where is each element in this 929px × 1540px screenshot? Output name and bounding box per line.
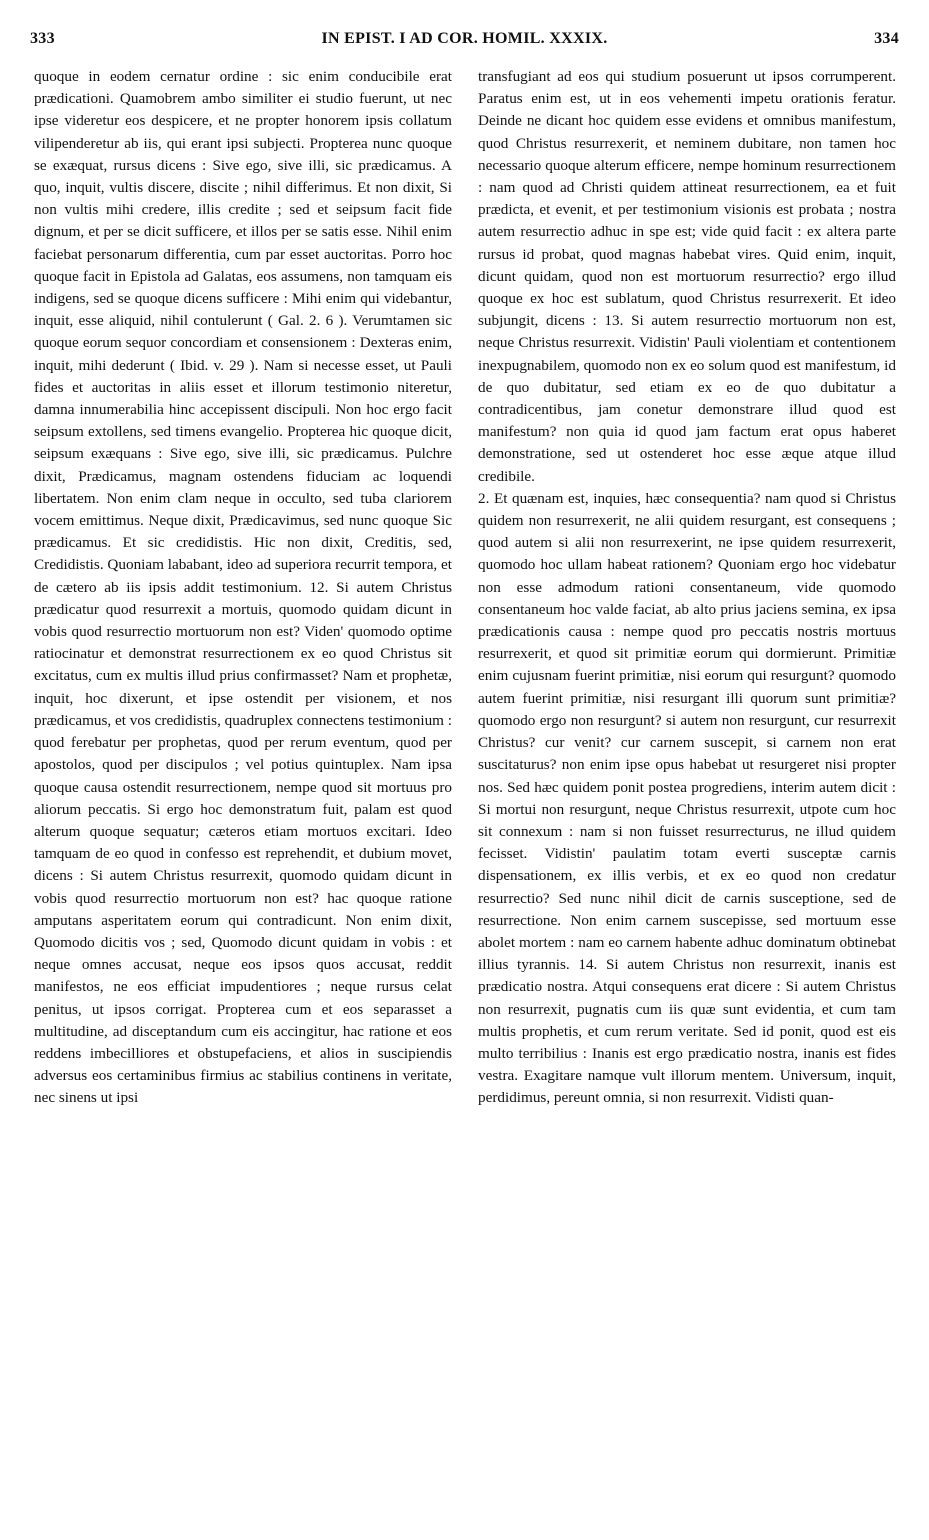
running-title: IN EPIST. I AD COR. HOMIL. XXXIX.: [321, 30, 608, 47]
left-column: [34, 66, 452, 1110]
right-column-paragraph-1: transfugiant ad eos qui studium posuerunt ut ipsos corrumperent. Paratus enim est, ut in eos vehementi impetu orationis feratur. Deinde ne dicant hoc quidem esse evidens et omnibus manifestum, quod Christus resurrexerit, et neminem dubitare, non tamen hoc necessario quoque alterum efficere, nempe hominum resurrectionem : nam quod ad Christi quidem attineat resurrectionem, ea et fuit prædicta, et evenit, et per testimonium visionis est probata ; nostra autem resurrectio adhuc in spe est; vide quid facit : ex altera parte rursus id probat, quod magnas habebat vires. Quid enim, inquit, dicunt quidam, quod non est mortuorum resurrectio? ergo illud quoque ex hoc est sublatum, quod Christus resurrexerit. Et ideo subjungit, dicens : 13. Si autem resurrectio mortuorum non est, neque Christus resurrexit. Vidistin' Pauli violentiam et contentionem inexpugnabilem, quomodo non ex eo solum quod est manifestum, id de quo dubitatur, sed etiam ex eo de quo dubitatur a contradicentibus, jam conetur demonstrare illud quod est manifestum? non quia id quod jam factum erat opus haberet demonstratione, sed ut ostenderet hoc esse æque atque illud credibile.: [478, 68, 896, 485]
running-header: [30, 30, 899, 56]
left-column-text: quoque in eodem cernatur ordine : sic enim conducibile erat prædicationi. Quamobrem ambo similiter ei studio fuerunt, ut nec ipse videretur eos despicere, et ne propter honorem ipsis collatum vilipenderetur ab iis, qui erant ipsi subjecti. Propterea nunc quoque se exæquat, rursus dicens : Sive ego, sive illi, sic prædicamus. A quo, inquit, vultis discere, discite ; nihil differimus. Et non dixit, Si non vultis mihi credere, illis credite ; sed et seipsum facit fide dignum, et per se dicit sufficere, et illos per se satis esse. Nihil enim faciebat personarum differentia, cum par esset auctoritas. Porro hoc quoque facit in Epistola ad Galatas, eos assumens, non tamquam eis indigens, sed se quoque dicens sufficere : Mihi enim qui videbantur, inquit, esse aliquid, nihil contulerunt ( Gal. 2. 6 ). Verumtamen sic quoque eorum sequor concordiam et consensionem : Dexteras enim, inquit, mihi dederunt ( Ibid. v. 29 ). Nam si necesse esset, ut Pauli fides et auctoritas in aliis esset et illorum testimonio niteretur, damna innumerabilia hinc accepissent discipuli. Non hoc ergo facit seipsum extollens, sed timens evangelio. Propterea hic quoque dicit, seipsum exæquans : Sive ego, sive illi, sic prædicamus. Pulchre dixit, Prædicamus, magnam ostendens fiduciam ac loquendi libertatem. Non enim clam neque in occulto, sed tuba clariorem vocem emittimus. Neque dixit, Prædicavimus, sed nunc quoque Sic prædicamus. Et sic credidistis. Hic non dixit, Creditis, sed, Credidistis. Quoniam lababant, ideo ad superiora recurrit tempora, et de cætero ab iis ipsis addit testimonium. 12. Si autem Christus prædicatur quod resurrexit a mortuis, quomodo quidam dicunt in vobis quod resurrectio mortuorum non est? Viden' quomodo optime ratiocinatur et demonstrat resurrectionem ex eo quod Christus sit excitatus, cum ex multis illud prius confirmasset? Nam et prophetæ, inquit, hoc dixerunt, et ipse ostendit per visionem, et nos prædicamus, et vos credidistis, quadruplex connectens testimonium : quod ferebatur per prophetas, quod per rerum eventum, quod per apostolos, quod per discipulos ; vel potius quintuplex. Nam ipsa quoque causa ostendit resurrectionem, nempe quod sit mortuus pro aliorum peccatis. Si ergo hoc demonstratum fuit, palam est quod alterum quoque sequatur; cæteros etiam mortuos excitari. Ideo tamquam de eo quod in confesso est reprehendit, et dubium movet, dicens : Si autem Christus resurrexit, quomodo quidam dicunt in vobis quod resurrectio mortuorum non est? hac quoque ratione amputans asperitatem eorum qui contradicunt. Non enim dixit, Quomodo dicitis vos ; sed, Quomodo dicunt quidam in vobis : et neque omnes accusat, neque eos ipsos quos accusat, reddit manifestos, ne eos efficiat impudentiores ; neque rursus celat penitus, ut ipsos corrigat. Propterea cum et eos separasset a multitudine, ad disceptandum cum eis accingitur, hac ratione et eos reddens imbecilliores et obstupefaciens, et alios in suscipiendis adversus eos certaminibus firmius ac stabilius continens in veritate, nec sinens ut ipsi: [34, 68, 452, 1107]
right-column-paragraph-2: 2. Et quænam est, inquies, hæc consequentia? nam quod si Christus quidem non resurrexerit, ne alii quidem resurgant, est consequens ; quod autem si alii non resurrexerint, ne ipse quidem resurrexerit, quomodo hoc ullam habeat rationem? Quoniam ergo hoc videbatur non esse admodum rationi consentaneum, vide quomodo consentaneum hoc valde faciat, ab alto prius jaciens semina, ex ipsa prædicationis causa : nempe quod pro peccatis nostris mortuus resurrexerit, et quod sit primitiæ eorum qui dormierunt. Primitiæ enim cujusnam fuerint primitiæ, nisi eorum qui resurgunt? quomodo autem fuerint primitiæ, nisi resurgant illi quorum sunt primitiæ? quomodo ergo non resurgunt? si autem non resurgunt, cur resurrexit Christus? cur venit? cur carnem suscepit, si carnem non erat suscitaturus? non enim ipse opus habebat ut resurgeret nisi propter nos. Sed hæc quidem ponit postea progrediens, interim autem dicit : Si mortui non resurgunt, neque Christus resurrexit, utpote cum hoc sit connexum : nam si non fuisset resurrecturus, ne illud quidem fecisset. Vidistin' paulatim totam everti susceptæ carnis dispensationem, ex illis verbis, et ex eo quod non credatur resurrectio? Sed nunc nihil dicit de carnis susceptione, sed de resurrectione. Non enim carnem suscepisse, sed mortuum esse abolet mortem : nam eo carnem habente adhuc dominatum obtinebat illius tyrannis. 14. Si autem Christus non resurrexit, inanis est prædicatio nostra. Atqui consequens erat dicere : Si autem Christus non resurrexit, pugnatis cum iis quæ sunt evidentia, et cum tam multis prophetis, et cum rerum veritate. Sed id ponit, quod est eis multo terribilius : Inanis est ergo prædicatio nostra, inanis est fides vestra. Exagitare namque vult illorum mentem. Universum, inquit, perdidimus, pereunt omnia, si non resurrexit. Vidisti quan-: [478, 489, 896, 1107]
page-number-right: 334: [874, 30, 899, 47]
right-column: [478, 66, 896, 1110]
page-number-left: 333: [30, 30, 55, 47]
